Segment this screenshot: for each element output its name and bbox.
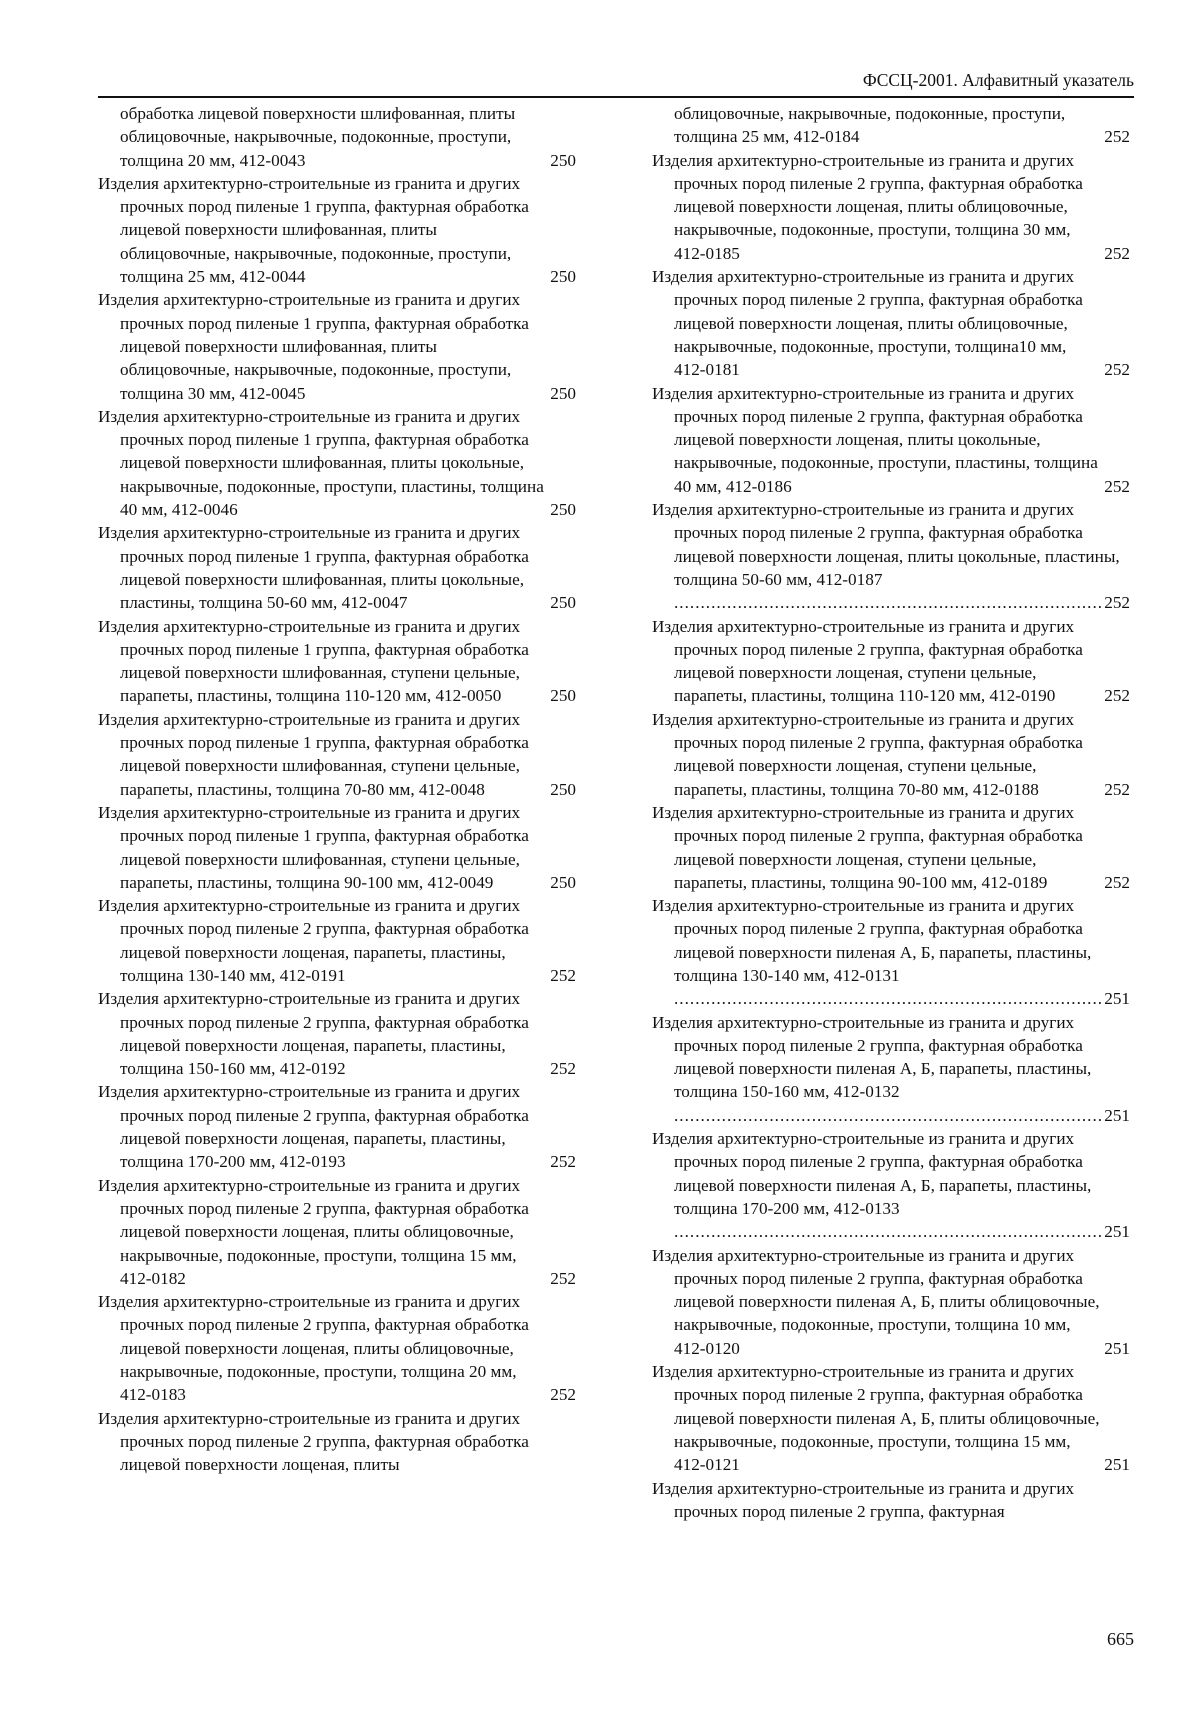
page-reference: 251 — [1104, 1222, 1130, 1242]
index-entry — [652, 149, 1130, 265]
index-entry-text: Изделия архитектурно-строительные из гранита и других прочных пород пиленые 2 группа, фактурная обработка лицевой поверхности лощеная, плиты облицовочные, накрывочные, подоконные, проступи, толщина 15 мм, 412-0182 — [98, 1175, 529, 1288]
page-reference: 251 — [1102, 1453, 1130, 1476]
index-entry — [98, 172, 576, 288]
index-entry — [652, 1477, 1130, 1524]
dot-leader — [674, 987, 1102, 1010]
page-reference: 251 — [1104, 989, 1130, 1009]
page-reference: 250 — [548, 498, 576, 521]
page-reference: 252 — [1102, 871, 1130, 894]
page-reference: 252 — [1102, 684, 1130, 707]
page-reference: 250 — [548, 265, 576, 288]
index-entry-text: Изделия архитектурно-строительные из гранита и других прочных пород пиленые 2 группа, фактурная обработка лицевой поверхности пиленая А, Б, парапеты, пластины, толщина 150-160 мм, 412-0132 — [652, 1012, 1092, 1102]
index-entry — [98, 894, 576, 987]
index-entry — [98, 405, 576, 521]
page-reference: 252 — [548, 1150, 576, 1173]
page-reference-line — [652, 987, 1130, 1010]
index-entry-text: облицовочные, накрывочные, подоконные, проступи, толщина 25 мм, 412-0184 — [674, 104, 1066, 147]
index-entry-text: обработка лицевой поверхности шлифованная, плиты облицовочные, накрывочные, подоконные, проступи, толщина 20 мм, 412-0043 — [120, 104, 516, 170]
index-entry-text: Изделия архитектурно-строительные из гранита и других прочных пород пиленые 1 группа, фактурная обработка лицевой поверхности шлифованная, плиты цокольные, накрывочные, подоконные, проступи, пластины, толщина 40 мм, 412-0046 — [98, 406, 544, 520]
index-entry — [98, 801, 576, 894]
page-reference: 252 — [548, 1383, 576, 1406]
index-entry-text: Изделия архитектурно-строительные из гранита и других прочных пород пиленые 2 группа, фактурная обработка лицевой поверхности лощеная, ступени цельные, парапеты, пластины, толщина 110-120 мм, 412-0190 — [652, 616, 1083, 706]
index-entry-text: Изделия архитектурно-строительные из гранита и других прочных пород пиленые 2 группа, фактурная обработка лицевой поверхности пиленая А, Б, плиты облицовочные, накрывочные, подоконные, проступи, толщина 15 мм, 412-0121 — [652, 1362, 1100, 1475]
index-entry — [98, 102, 576, 172]
index-entry — [98, 1290, 576, 1406]
index-entry-text: Изделия архитектурно-строительные из гранита и других прочных пород пиленые 2 группа, фактурная обработка лицевой поверхности лощеная, плиты облицовочные, накрывочные, подоконные, проступи, толщина10 мм, 412-0181 — [652, 267, 1083, 380]
page-reference: 252 — [1104, 593, 1130, 613]
index-entry-text: Изделия архитектурно-строительные из гранита и других прочных пород пиленые 2 группа, фактурная обработка лицевой поверхности пиленая А, Б, парапеты, пластины, толщина 130-140 мм, 412-0131 — [652, 896, 1092, 985]
page-reference-line — [652, 1220, 1130, 1243]
index-entry-text: Изделия архитектурно-строительные из гранита и других прочных пород пиленые 2 группа, фактурная обработка лицевой поверхности лощеная, плиты облицовочные, накрывочные, подоконные, проступи, толщина 30 мм, 412-0185 — [652, 150, 1083, 263]
index-entry-text: Изделия архитектурно-строительные из гранита и других прочных пород пиленые 2 группа, фактурная обработка лицевой поверхности пиленая А, Б, парапеты, пластины, толщина 170-200 мм, 412-0133 — [652, 1129, 1092, 1218]
index-column-right — [652, 102, 1130, 1523]
index-entry — [98, 708, 576, 801]
running-title: ФССЦ-2001. Алфавитный указатель — [862, 70, 1134, 90]
page-reference: 250 — [548, 778, 576, 801]
index-entry — [652, 615, 1130, 708]
page-reference: 250 — [548, 591, 576, 614]
index-entry — [98, 288, 576, 404]
page-reference: 252 — [1102, 778, 1130, 801]
dot-leader — [674, 1220, 1102, 1243]
dot-leader — [674, 1104, 1102, 1127]
page-reference: 250 — [548, 382, 576, 405]
index-entry-text: Изделия архитектурно-строительные из гранита и других прочных пород пиленые 1 группа, фактурная обработка лицевой поверхности шлифованная, плиты облицовочные, накрывочные, подоконные, проступи, толщина 30 мм, 412-0045 — [98, 290, 529, 403]
page-number: 665 — [1107, 1629, 1134, 1649]
index-entry-text: Изделия архитектурно-строительные из гранита и других прочных пород пиленые 2 группа, фактурная обработка лицевой поверхности лощеная, парапеты, пластины, толщина 130-140 мм, 412-0191 — [98, 896, 529, 985]
index-entry-text: Изделия архитектурно-строительные из гранита и других прочных пород пиленые 2 группа, фактурная обработка лицевой поверхности лощеная, плиты облицовочные, накрывочные, подоконные, проступи, толщина 20 мм, 412-0183 — [98, 1292, 529, 1405]
index-entry-text: Изделия архитектурно-строительные из гранита и других прочных пород пиленые 2 группа, фактурная — [652, 1478, 1075, 1521]
index-entry-text: Изделия архитектурно-строительные из гранита и других прочных пород пиленые 1 группа, фактурная обработка лицевой поверхности шлифованная, плиты цокольные, пластины, толщина 50-60 мм, 412-0047 — [98, 523, 529, 613]
index-entry — [98, 1080, 576, 1173]
index-entry-text: Изделия архитектурно-строительные из гранита и других прочных пород пиленые 1 группа, фактурная обработка лицевой поверхности шлифованная, ступени цельные, парапеты, пластины, толщина 70-80 мм, 412-0048 — [98, 709, 529, 799]
index-entry — [652, 708, 1130, 801]
index-entry-text: Изделия архитектурно-строительные из гранита и других прочных пород пиленые 2 группа, фактурная обработка лицевой поверхности лощеная, парапеты, пластины, толщина 170-200 мм, 412-0193 — [98, 1082, 529, 1172]
page-reference: 251 — [1104, 1105, 1130, 1125]
page-reference: 252 — [1102, 475, 1130, 498]
index-entry — [652, 382, 1130, 498]
dot-leader — [674, 591, 1102, 614]
index-entry — [652, 801, 1130, 894]
index-entry — [652, 1127, 1130, 1243]
index-entry — [652, 102, 1130, 149]
index-entry-text: Изделия архитектурно-строительные из гранита и других прочных пород пиленые 1 группа, фактурная обработка лицевой поверхности шлифованная, ступени цельные, парапеты, пластины, толщина 90-100 мм, 412-0049 — [98, 802, 529, 892]
index-entry — [652, 498, 1130, 614]
page-reference: 250 — [548, 149, 576, 172]
page-reference: 252 — [1102, 242, 1130, 265]
page-reference: 252 — [548, 1057, 576, 1080]
index-entry — [652, 1011, 1130, 1127]
index-entry — [98, 1407, 576, 1477]
page-reference: 251 — [1102, 1337, 1130, 1360]
index-entry-text: Изделия архитектурно-строительные из гранита и других прочных пород пиленые 2 группа, фактурная обработка лицевой поверхности пиленая А, Б, плиты облицовочные, накрывочные, подоконные, проступи, толщина 10 мм, 412-0120 — [652, 1245, 1100, 1358]
page-header — [98, 70, 1134, 98]
index-entry-text: Изделия архитектурно-строительные из гранита и других прочных пород пиленые 2 группа, фактурная обработка лицевой поверхности лощеная, плиты — [98, 1408, 529, 1475]
page-reference: 252 — [1102, 358, 1130, 381]
page-reference: 252 — [548, 1267, 576, 1290]
index-entry — [652, 1244, 1130, 1360]
page-reference-line — [652, 591, 1130, 614]
index-entry — [652, 894, 1130, 1010]
index-entry — [98, 987, 576, 1080]
index-entry — [652, 265, 1130, 381]
page-reference: 252 — [548, 964, 576, 987]
page-reference-line — [652, 1104, 1130, 1127]
index-entry-text: Изделия архитектурно-строительные из гранита и других прочных пород пиленые 2 группа, фактурная обработка лицевой поверхности лощеная, плиты цокольные, накрывочные, подоконные, проступи, пластины, толщина 40 мм, 412-0186 — [652, 383, 1098, 496]
index-entry-text: Изделия архитектурно-строительные из гранита и других прочных пород пиленые 2 группа, фактурная обработка лицевой поверхности лощеная, ступени цельные, парапеты, пластины, толщина 70-80 мм, 412-0188 — [652, 709, 1083, 799]
index-entry-text: Изделия архитектурно-строительные из гранита и других прочных пород пиленые 1 группа, фактурная обработка лицевой поверхности шлифованная, ступени цельные, парапеты, пластины, толщина 110-120 мм, 412-0050 — [98, 616, 529, 706]
index-entry — [98, 1174, 576, 1290]
index-entry-text: Изделия архитектурно-строительные из гранита и других прочных пород пиленые 2 группа, фактурная обработка лицевой поверхности лощеная, парапеты, пластины, толщина 150-160 мм, 412-0192 — [98, 989, 529, 1079]
index-entry-text: Изделия архитектурно-строительные из гранита и других прочных пород пиленые 2 группа, фактурная обработка лицевой поверхности лощеная, плиты цокольные, пластины, толщина 50-60 мм, 412-0187 — [652, 500, 1120, 589]
index-column-left — [98, 102, 576, 1477]
page-reference: 252 — [1102, 125, 1130, 148]
index-entry-text: Изделия архитектурно-строительные из гранита и других прочных пород пиленые 1 группа, фактурная обработка лицевой поверхности шлифованная, плиты облицовочные, накрывочные, подоконные, проступи, толщина 25 мм, 412-0044 — [98, 173, 529, 287]
page-reference: 250 — [548, 871, 576, 894]
index-entry — [652, 1360, 1130, 1476]
page-reference: 250 — [548, 684, 576, 707]
index-entry — [98, 615, 576, 708]
index-entry — [98, 521, 576, 614]
index-entry-text: Изделия архитектурно-строительные из гранита и других прочных пород пиленые 2 группа, фактурная обработка лицевой поверхности лощеная, ступени цельные, парапеты, пластины, толщина 90-100 мм, 412-0189 — [652, 802, 1083, 892]
